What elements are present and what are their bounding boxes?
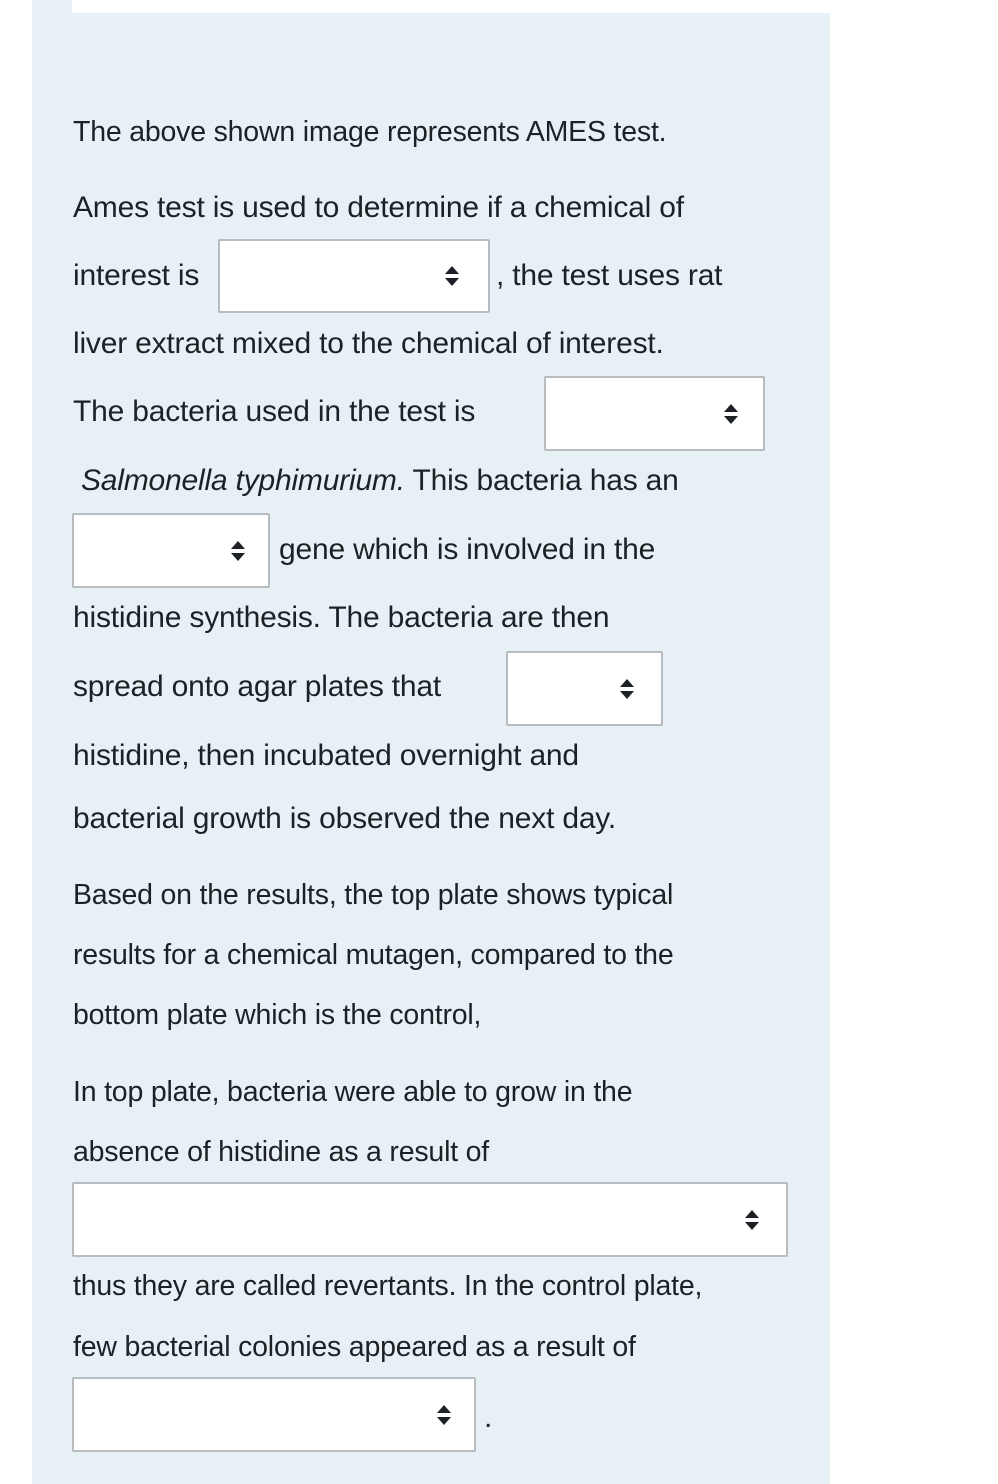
mutagenic-select[interactable] (218, 239, 490, 313)
intro-text: The above shown image represents AMES test. (73, 116, 667, 148)
text-line: thus they are called revertants. In the control plate, (73, 1270, 703, 1302)
up-down-caret-icon (744, 1208, 760, 1232)
control-cause-select[interactable] (72, 1377, 476, 1452)
species-name: Salmonella typhimurium. (81, 464, 405, 497)
text-line: Ames test is used to determine if a chemical of (73, 191, 684, 224)
previous-content-strip (72, 0, 830, 13)
bacteria-select[interactable] (544, 376, 765, 451)
text-line: Based on the results, the top plate shows typical (73, 879, 674, 911)
up-down-caret-icon (436, 1403, 452, 1427)
text-line: results for a chemical mutagen, compared to the (73, 939, 674, 971)
up-down-caret-icon (230, 539, 246, 563)
text-line: spread onto agar plates that (73, 670, 441, 703)
text-line: absence of histidine as a result of (73, 1136, 490, 1168)
text-line: , the test uses rat (496, 259, 723, 292)
up-down-caret-icon (444, 264, 460, 288)
text-line: liver extract mixed to the chemical of interest. (73, 327, 664, 360)
text-line: bottom plate which is the control, (73, 999, 482, 1031)
text-segment: This bacteria has an (404, 464, 679, 497)
gene-select[interactable] (72, 513, 270, 588)
text-line (81, 463, 679, 499)
text-line: The bacteria used in the test is (73, 395, 476, 428)
text-line: bacterial growth is observed the next day. (73, 802, 617, 835)
text-line: histidine, then incubated overnight and (73, 739, 579, 772)
up-down-caret-icon (723, 402, 739, 426)
text-line: interest is (73, 259, 200, 292)
end-period: . (484, 1401, 493, 1434)
text-line: gene which is involved in the (279, 533, 656, 566)
text-line: In top plate, bacteria were able to grow in the (73, 1076, 633, 1108)
text-line: histidine synthesis. The bacteria are then (73, 601, 610, 634)
text-line: few bacterial colonies appeared as a result of (73, 1331, 636, 1363)
up-down-caret-icon (619, 677, 635, 701)
plates-select[interactable] (506, 651, 663, 726)
top-plate-cause-select[interactable] (72, 1182, 788, 1257)
